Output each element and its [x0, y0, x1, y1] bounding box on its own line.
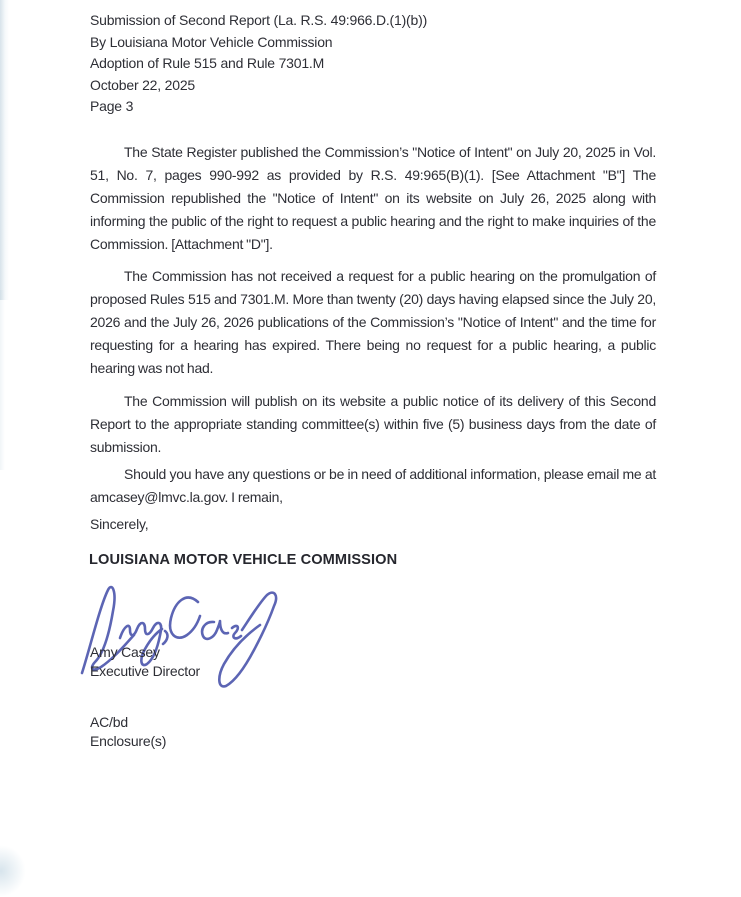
signature-ink-strokes [76, 578, 311, 698]
paragraph-no-hearing-request: The Commission has not received a request for a public hearing on the promulgation of proposed Rules 515 and 7301.M. More than twenty (20) days having elapsed since the July 20, 2026 and the July 26, 2026 publications of the Commission’s "Notice of Intent" and the time for requesting for a hearing has expired. There being no request for a public hearing, a public hearing was not had. [90, 268, 656, 376]
handwritten-signature-amy-casey [76, 578, 311, 698]
enclosure-note: Enclosure(s) [90, 733, 167, 749]
scan-artifact-left-edge-lower [0, 290, 5, 470]
signer-name: Amy Casey [90, 644, 160, 660]
closing-salutation: Sincerely, [90, 516, 149, 532]
header-date-line: October 22, 2025 [90, 76, 195, 93]
organization-name: LOUISIANA MOTOR VEHICLE COMMISSION [89, 552, 398, 568]
header-page-number: Page 3 [90, 98, 134, 114]
header-author-line: By Louisiana Motor Vehicle Commission [90, 33, 333, 50]
letter-header [90, 10, 690, 118]
paragraph-public-notice: The Commission will publish on its website a public notice of its delivery of this Second Report to the appropriate standing committee(s) within five (5) business days from the date of submission. [90, 393, 656, 455]
paragraph-state-register: The State Register published the Commission’s "Notice of Intent" on July 20, 2025 in Vol. 51, No. 7, pages 990-992 as provided by R.S. 49:965(B)(1). [See Attachment "B"] The Commission republished the "Notice of Intent" on its website on July 26, 2025 along with informing the public of the right to request a public hearing and the right to make inquiries of the Commission. [Attachment "D"]. [90, 144, 656, 252]
scan-artifact-left-edge [0, 0, 9, 300]
header-rule-line: Adoption of Rule 515 and Rule 7301.M [90, 55, 325, 71]
paragraph-questions-contact: Should you have any questions or be in need of additional information, please email me at amcasey@lmvc.la.gov. I remain, [90, 466, 656, 505]
reference-initials: AC/bd [90, 714, 128, 730]
scan-artifact-bottom-left [0, 845, 26, 897]
header-subject-line: Submission of Second Report (La. R.S. 49:966.D.(1)(b)) [90, 12, 428, 28]
signer-title: Executive Director [90, 663, 200, 679]
